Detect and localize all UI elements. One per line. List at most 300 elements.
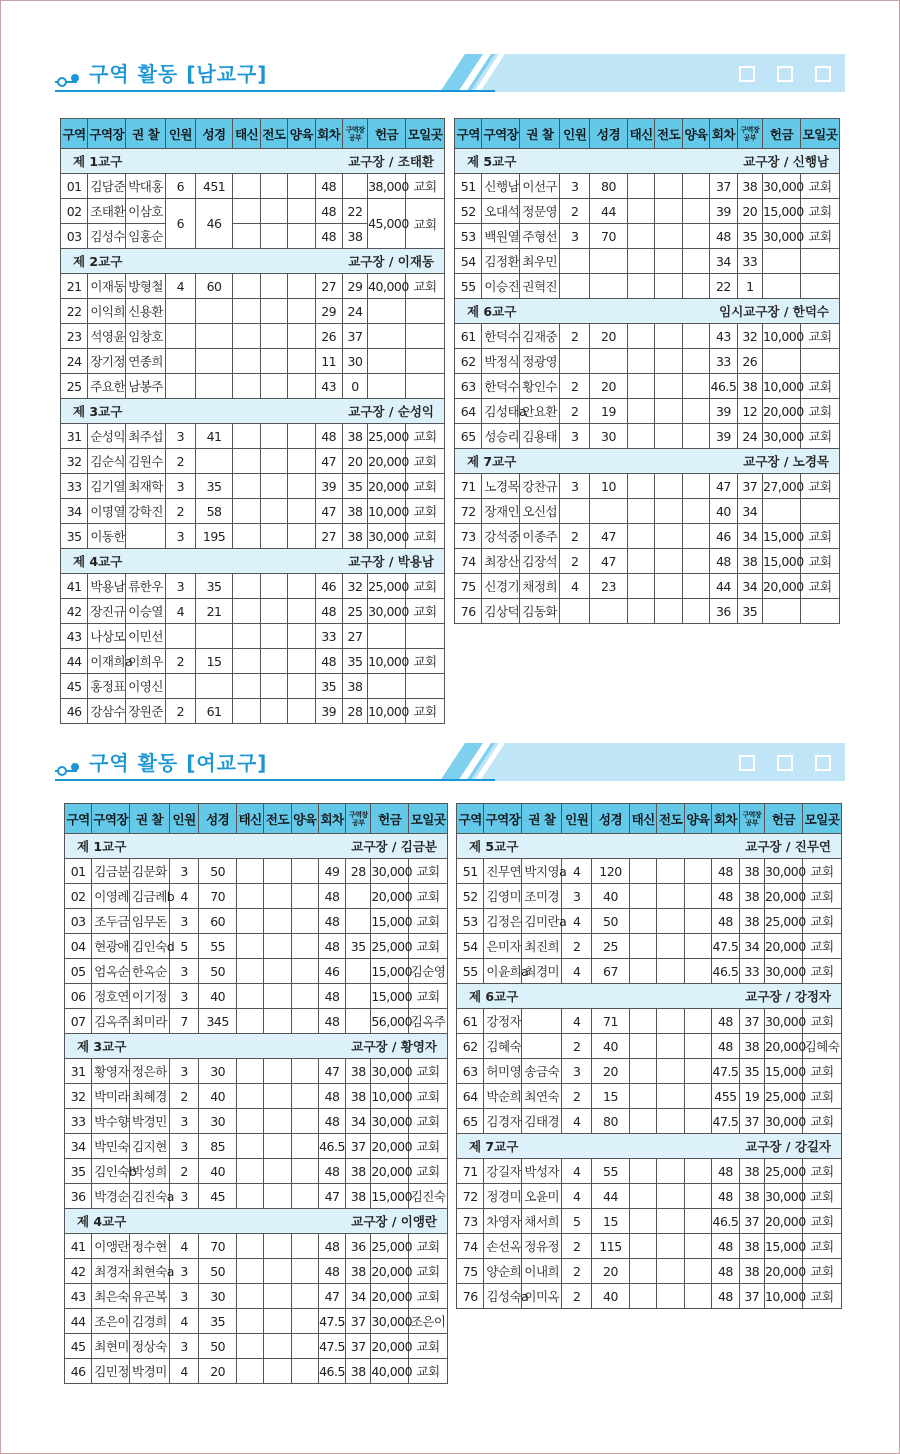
- table-cell: 교회: [802, 934, 841, 959]
- table-cell: [629, 1209, 656, 1234]
- table-cell: [655, 199, 682, 224]
- table-cell: [291, 934, 318, 959]
- table-cell: 교회: [409, 884, 448, 909]
- table-cell: 37: [342, 324, 367, 349]
- table-cell: 30,000: [371, 859, 409, 884]
- table-cell: [288, 224, 315, 249]
- table-cell: [342, 174, 367, 199]
- table-cell: 2: [560, 399, 590, 424]
- table-cell: 최진희: [522, 934, 562, 959]
- table-cell: 48: [710, 549, 737, 574]
- section-title: 구역 활동 [여교구]: [89, 751, 268, 775]
- district-leader: 교구장 / 강정자: [745, 989, 831, 1004]
- table-cell: 49: [318, 859, 345, 884]
- district-leader: 교구장 / 이앵란: [351, 1214, 437, 1229]
- table-cell: [657, 1009, 684, 1034]
- table-cell: [682, 549, 709, 574]
- district-row: [455, 449, 840, 474]
- table-cell: [684, 1059, 711, 1084]
- table-cell: 32: [737, 324, 762, 349]
- district-name: 제 4교구: [77, 1214, 127, 1229]
- table-cell: 38: [342, 674, 367, 699]
- table-cell: [260, 699, 287, 724]
- table-cell: 이미옥: [522, 1284, 562, 1309]
- table-cell: 47.5: [318, 1309, 345, 1334]
- table-cell: 30,000: [368, 599, 406, 624]
- table-cell: 최현숙a: [130, 1259, 170, 1284]
- table-cell: 35: [195, 574, 233, 599]
- table-cell: 40,000: [368, 274, 406, 299]
- table-cell: 교회: [405, 524, 444, 549]
- table-cell: [590, 599, 628, 624]
- table-row: [65, 1309, 448, 1334]
- column-header: 전도: [260, 119, 287, 149]
- table-cell: [260, 649, 287, 674]
- table-cell: [627, 499, 654, 524]
- table-cell: 48: [318, 1159, 345, 1184]
- table-cell: 20: [592, 1059, 630, 1084]
- table-cell: [260, 174, 287, 199]
- table-cell: [291, 1009, 318, 1034]
- district-row: [457, 834, 842, 859]
- table-cell: 김혜숙: [802, 1034, 841, 1059]
- table-cell: [627, 574, 654, 599]
- table-cell: [627, 249, 654, 274]
- table-cell: 4: [166, 274, 195, 299]
- table-cell: [800, 599, 839, 624]
- table-cell: 37: [739, 1209, 764, 1234]
- table-cell: 정유정: [522, 1234, 562, 1259]
- table-row: [61, 524, 445, 549]
- column-header: 권 찰: [520, 119, 560, 149]
- table-cell: [237, 1359, 264, 1384]
- table-row: [61, 174, 445, 199]
- table-cell: 61: [455, 324, 482, 349]
- table-cell: [260, 474, 287, 499]
- column-header: 구역: [65, 804, 92, 834]
- table-cell: 71: [457, 1159, 484, 1184]
- table-cell: 64: [455, 399, 482, 424]
- table-cell: 40,000: [371, 1359, 409, 1384]
- table-cell: [657, 1109, 684, 1134]
- table-cell: 46.5: [710, 374, 737, 399]
- table-cell: [346, 884, 371, 909]
- table-cell: 20,000: [371, 1334, 409, 1359]
- table-cell: [682, 174, 709, 199]
- table-cell: 진무연: [484, 859, 522, 884]
- table-cell: 3: [169, 984, 198, 1009]
- table-cell: 64: [457, 1084, 484, 1109]
- table-cell: 교회: [405, 474, 444, 499]
- table-cell: [655, 474, 682, 499]
- table-row: [65, 884, 448, 909]
- table-cell: 10,000: [368, 499, 406, 524]
- table-cell: [291, 1109, 318, 1134]
- table-cell: 4: [562, 959, 592, 984]
- table-row: [455, 499, 840, 524]
- table-cell: 1: [737, 274, 762, 299]
- table-cell: [233, 474, 260, 499]
- table-cell: [288, 599, 315, 624]
- table-cell: 3: [562, 1059, 592, 1084]
- table-cell: [288, 624, 315, 649]
- table-row: [455, 549, 840, 574]
- table-row: [61, 324, 445, 349]
- district-name: 제 1교구: [73, 154, 123, 169]
- table-cell: 37: [346, 1334, 371, 1359]
- table-cell: 30: [590, 424, 628, 449]
- table-cell: [233, 424, 260, 449]
- table-cell: 45: [199, 1184, 237, 1209]
- table-cell: 김진숙: [409, 1184, 448, 1209]
- table-cell: 40: [199, 984, 237, 1009]
- table-row: [65, 1334, 448, 1359]
- table-cell: [264, 859, 291, 884]
- table-cell: 21: [61, 274, 88, 299]
- table-cell: 10,000: [762, 374, 800, 399]
- table-cell: 김상덕: [482, 599, 520, 624]
- table-cell: 조미경: [522, 884, 562, 909]
- table-cell: 35: [346, 934, 371, 959]
- table-cell: 70: [590, 224, 628, 249]
- table-cell: 교회: [409, 1109, 448, 1134]
- table-cell: [655, 349, 682, 374]
- table-cell: 55: [199, 934, 237, 959]
- table-cell: 80: [590, 174, 628, 199]
- table-cell: [629, 1084, 656, 1109]
- table-cell: [264, 959, 291, 984]
- table-cell: 39: [315, 699, 342, 724]
- table-cell: 20,000: [764, 1034, 802, 1059]
- table-cell: 46: [65, 1359, 92, 1384]
- table-cell: 10,000: [371, 1084, 409, 1109]
- table-cell: [762, 249, 800, 274]
- table-cell: [627, 274, 654, 299]
- table-cell: 김지현: [130, 1134, 170, 1159]
- column-header: 구역장: [92, 804, 130, 834]
- district-leader: 교구장 / 김금분: [351, 839, 437, 854]
- table-cell: 44: [710, 574, 737, 599]
- table-cell: 15,000: [371, 959, 409, 984]
- table-cell: 27: [342, 624, 367, 649]
- table-cell: 차영자: [484, 1209, 522, 1234]
- district-name: 제 4교구: [73, 554, 123, 569]
- table-row: [65, 1234, 448, 1259]
- table-cell: 4: [562, 1109, 592, 1134]
- district-name: 제 1교구: [77, 839, 127, 854]
- table-cell: 박경미: [130, 1359, 170, 1384]
- table-cell: [627, 374, 654, 399]
- table-cell: 45: [65, 1334, 92, 1359]
- table-cell: 48: [318, 884, 345, 909]
- table-cell: 교회: [802, 1184, 841, 1209]
- table-row: [455, 224, 840, 249]
- table-cell: 67: [592, 959, 630, 984]
- table-cell: [560, 599, 590, 624]
- table-row: [455, 324, 840, 349]
- table-cell: 27,000: [762, 474, 800, 499]
- table-cell: 30: [199, 1284, 237, 1309]
- column-header: 헌금: [371, 804, 409, 834]
- title-underline: [55, 779, 495, 781]
- table-cell: 교회: [802, 959, 841, 984]
- table-cell: [233, 299, 260, 324]
- column-header: 모일곳: [405, 119, 444, 149]
- table-cell: 2: [166, 649, 195, 674]
- table-cell: [627, 424, 654, 449]
- table-cell: 62: [457, 1034, 484, 1059]
- column-header: 헌금: [764, 804, 802, 834]
- table-cell: 50: [592, 909, 630, 934]
- decorative-boxes: [717, 755, 831, 775]
- table-cell: 38: [346, 1359, 371, 1384]
- table-row: [457, 1159, 842, 1184]
- table-cell: 20,000: [764, 1209, 802, 1234]
- district-name: 제 7교구: [469, 1139, 519, 1154]
- table-cell: 20,000: [371, 1134, 409, 1159]
- table-cell: [288, 474, 315, 499]
- table-cell: [288, 174, 315, 199]
- table-cell: 이종주: [520, 524, 560, 549]
- table-cell: [233, 599, 260, 624]
- table-cell: 48: [315, 174, 342, 199]
- table-cell: 25: [592, 934, 630, 959]
- table-cell: 38: [739, 859, 764, 884]
- table-cell: 2: [562, 1084, 592, 1109]
- table-cell: 김문화: [130, 859, 170, 884]
- table-cell: [166, 374, 195, 399]
- table-cell: 38: [739, 1234, 764, 1259]
- table-cell: [288, 424, 315, 449]
- table-cell: 38: [737, 549, 762, 574]
- table-cell: 3: [560, 424, 590, 449]
- table-cell: 48: [315, 199, 342, 224]
- table-cell: 신행남: [482, 174, 520, 199]
- table-cell: 44: [65, 1309, 92, 1334]
- table-cell: 48: [315, 649, 342, 674]
- table-cell: [195, 624, 233, 649]
- table-cell: [264, 1134, 291, 1159]
- table-cell: 55: [455, 274, 482, 299]
- table-cell: 63: [455, 374, 482, 399]
- table-cell: [264, 1084, 291, 1109]
- decorative-boxes: [717, 66, 831, 86]
- table-cell: [195, 299, 233, 324]
- table-cell: [264, 984, 291, 1009]
- table-cell: 20,000: [764, 1259, 802, 1284]
- table-cell: 34: [739, 934, 764, 959]
- district-name: 제 7교구: [467, 454, 517, 469]
- table-cell: 40: [199, 1084, 237, 1109]
- table-cell: 최은숙: [92, 1284, 130, 1309]
- table-cell: 교회: [409, 1134, 448, 1159]
- table-row: [65, 1259, 448, 1284]
- table-cell: 15,000: [764, 1234, 802, 1259]
- column-header: 헌금: [368, 119, 406, 149]
- table-cell: 2: [560, 324, 590, 349]
- table-cell: [260, 299, 287, 324]
- district-leader: 교구장 / 황영자: [351, 1039, 437, 1054]
- table-cell: 72: [455, 499, 482, 524]
- table-row: [61, 299, 445, 324]
- table-cell: [237, 859, 264, 884]
- table-cell: 27: [315, 274, 342, 299]
- table-row: [65, 959, 448, 984]
- table-cell: 48: [318, 1234, 345, 1259]
- table-cell: 이윤희a: [484, 959, 522, 984]
- table-cell: 55: [457, 959, 484, 984]
- table-cell: 38: [737, 374, 762, 399]
- table-row: [65, 1184, 448, 1209]
- table-cell: 이희우: [126, 649, 166, 674]
- table-row: [457, 1284, 842, 1309]
- table-cell: 38: [739, 884, 764, 909]
- table-cell: 교회: [405, 449, 444, 474]
- table-cell: 25,000: [764, 1084, 802, 1109]
- column-header: 전도: [657, 804, 684, 834]
- table-cell: 김미란a: [522, 909, 562, 934]
- table-cell: 박경민: [130, 1109, 170, 1134]
- table-cell: 박정식: [482, 349, 520, 374]
- table-cell: 한덕수: [482, 374, 520, 399]
- table-cell: 김옥주: [92, 1009, 130, 1034]
- table-cell: [629, 1259, 656, 1284]
- table-cell: [233, 199, 260, 224]
- table-cell: [682, 199, 709, 224]
- table-row: [61, 474, 445, 499]
- table-cell: 4: [169, 884, 198, 909]
- table-cell: 유곤복: [130, 1284, 170, 1309]
- table-cell: 46: [315, 574, 342, 599]
- table-row: [457, 1109, 842, 1134]
- table-cell: [233, 524, 260, 549]
- table-cell: 48: [712, 1184, 739, 1209]
- table-cell: [260, 199, 287, 224]
- table-row: [455, 399, 840, 424]
- table-men-left: [60, 118, 445, 724]
- table-cell: 강길자: [484, 1159, 522, 1184]
- table-cell: [288, 449, 315, 474]
- table-cell: 김재중: [520, 324, 560, 349]
- table-cell: [627, 324, 654, 349]
- table-cell: 47: [590, 524, 628, 549]
- table-cell: 김성태a: [482, 399, 520, 424]
- table-cell: [264, 1259, 291, 1284]
- table-cell: 38: [346, 1184, 371, 1209]
- column-header: 권 찰: [126, 119, 166, 149]
- table-cell: 교회: [802, 1009, 841, 1034]
- table-cell: 43: [61, 624, 88, 649]
- table-cell: 61: [195, 699, 233, 724]
- table-cell: [166, 324, 195, 349]
- table-cell: 교회: [800, 399, 839, 424]
- column-header: 전도: [264, 804, 291, 834]
- table-cell: [657, 859, 684, 884]
- table-cell: [560, 349, 590, 374]
- table-cell: 25,000: [368, 424, 406, 449]
- table-cell: 신경기: [482, 574, 520, 599]
- table-cell: [264, 1184, 291, 1209]
- table-cell: 2: [562, 1034, 592, 1059]
- table-cell: [682, 524, 709, 549]
- table-cell: 3: [560, 474, 590, 499]
- table-cell: 38: [342, 224, 367, 249]
- column-header: 헌금: [762, 119, 800, 149]
- table-cell: 오윤미: [522, 1184, 562, 1209]
- table-cell: 20,000: [764, 934, 802, 959]
- table-cell: 29: [342, 274, 367, 299]
- table-cell: [522, 1034, 562, 1059]
- table-row: [61, 424, 445, 449]
- table-cell: [629, 1284, 656, 1309]
- table-cell: 40: [592, 1034, 630, 1059]
- table-row: [457, 959, 842, 984]
- table-row: [61, 599, 445, 624]
- table-cell: 62: [455, 349, 482, 374]
- table-cell: 임홍순: [126, 224, 166, 249]
- table-cell: 20: [592, 1259, 630, 1284]
- table-cell: [233, 649, 260, 674]
- table-cell: [682, 599, 709, 624]
- table-cell: 38: [346, 1084, 371, 1109]
- table-cell: 23: [61, 324, 88, 349]
- table-cell: [655, 424, 682, 449]
- table-cell: [627, 224, 654, 249]
- table-cell: [684, 1109, 711, 1134]
- table-cell: [237, 1134, 264, 1159]
- table-cell: [657, 959, 684, 984]
- table-cell: 김정은: [484, 909, 522, 934]
- table-cell: 345: [199, 1009, 237, 1034]
- table-cell: [800, 274, 839, 299]
- table-cell: 김혜숙: [484, 1034, 522, 1059]
- table-cell: 김진숙a: [130, 1184, 170, 1209]
- table-cell: 최혜경: [130, 1084, 170, 1109]
- table-row: [61, 374, 445, 399]
- district-leader: 교구장 / 박용남: [348, 554, 434, 569]
- table-cell: 교회: [802, 859, 841, 884]
- table-cell: [288, 674, 315, 699]
- table-cell: 65: [455, 424, 482, 449]
- table-cell: 30: [342, 349, 367, 374]
- column-header: 태신: [627, 119, 654, 149]
- table-cell: 22: [61, 299, 88, 324]
- table-cell: [233, 349, 260, 374]
- table-cell: 이재희a: [88, 649, 126, 674]
- table-men-right: [454, 118, 840, 624]
- table-cell: 정광영: [520, 349, 560, 374]
- table-cell: 34: [737, 524, 762, 549]
- table-cell: 장진규: [88, 599, 126, 624]
- table-cell: 50: [199, 859, 237, 884]
- table-cell: [800, 499, 839, 524]
- table-cell: 순성익: [88, 424, 126, 449]
- table-cell: [629, 1184, 656, 1209]
- table-cell: 교회: [405, 424, 444, 449]
- table-cell: 50: [199, 1334, 237, 1359]
- column-header: 구역장 공부: [739, 804, 764, 834]
- table-row: [65, 1284, 448, 1309]
- table-cell: 75: [455, 574, 482, 599]
- table-cell: 30: [199, 1059, 237, 1084]
- table-cell: 최우민: [520, 249, 560, 274]
- table-cell: 24: [737, 424, 762, 449]
- table-cell: [233, 624, 260, 649]
- table-cell: 15,000: [762, 549, 800, 574]
- table-cell: 85: [199, 1134, 237, 1159]
- table-cell: [762, 599, 800, 624]
- table-cell: 4: [166, 599, 195, 624]
